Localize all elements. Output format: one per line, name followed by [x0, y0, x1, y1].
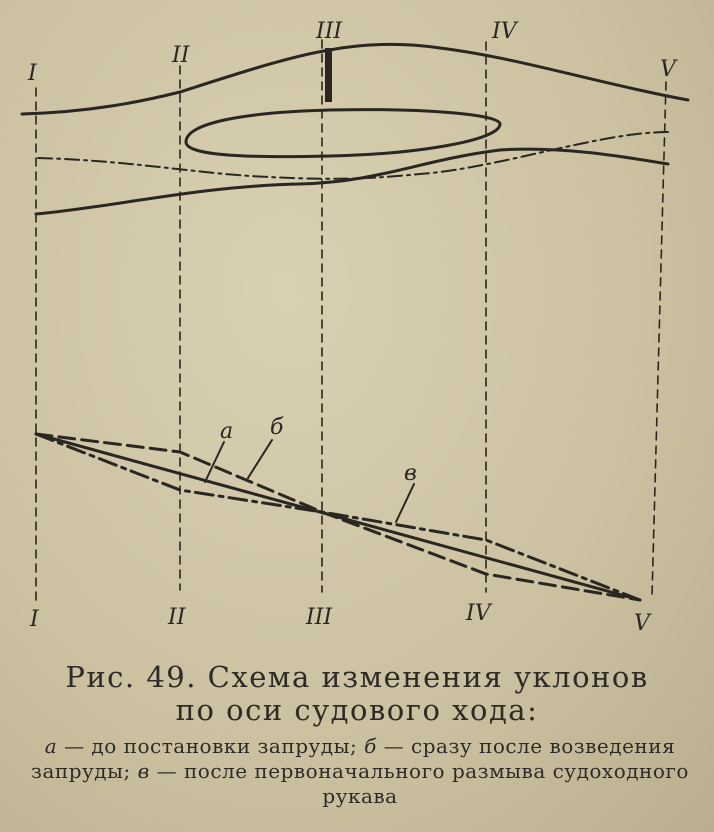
legend-text-b: — сразу после возведения запруды; [31, 734, 676, 783]
curve-label-a: а [220, 419, 234, 444]
section-bottom-label-4: IV [466, 601, 491, 626]
section-top-label-5: V [660, 57, 676, 82]
curve-label-v: в [404, 461, 417, 486]
legend-text-a: — до постановки запруды; [57, 734, 365, 758]
dam-mark [325, 48, 332, 102]
island-outline [186, 110, 500, 157]
section-line-5 [652, 82, 666, 596]
caption-title-line-1: Рис. 49. Схема изменения уклонов [65, 660, 649, 694]
legend-key-b: б [364, 734, 377, 758]
section-bottom-label-5: V [634, 611, 650, 636]
section-top-label-1: I [28, 61, 37, 86]
legend-key-v: в [137, 759, 150, 783]
lower-bank-line [36, 149, 668, 214]
leader-a [205, 442, 224, 482]
legend-key-a: а [44, 734, 58, 758]
leader-v [396, 484, 414, 522]
section-bottom-label-1: I [30, 607, 39, 632]
section-bottom-label-3: III [306, 605, 333, 630]
leader-b [248, 440, 272, 478]
section-top-label-3: III [316, 19, 343, 44]
curve-label-b: б [270, 415, 284, 440]
section-bottom-label-2: II [168, 605, 186, 630]
caption-title-line-2: по оси судового хода: [175, 693, 539, 727]
upper-bank-line [22, 44, 688, 114]
legend-text-v: — после первоначального размыва судоходного рукава [149, 759, 689, 808]
section-top-label-2: II [172, 43, 190, 68]
caption-legend [30, 734, 690, 809]
section-top-label-4: IV [492, 19, 517, 44]
